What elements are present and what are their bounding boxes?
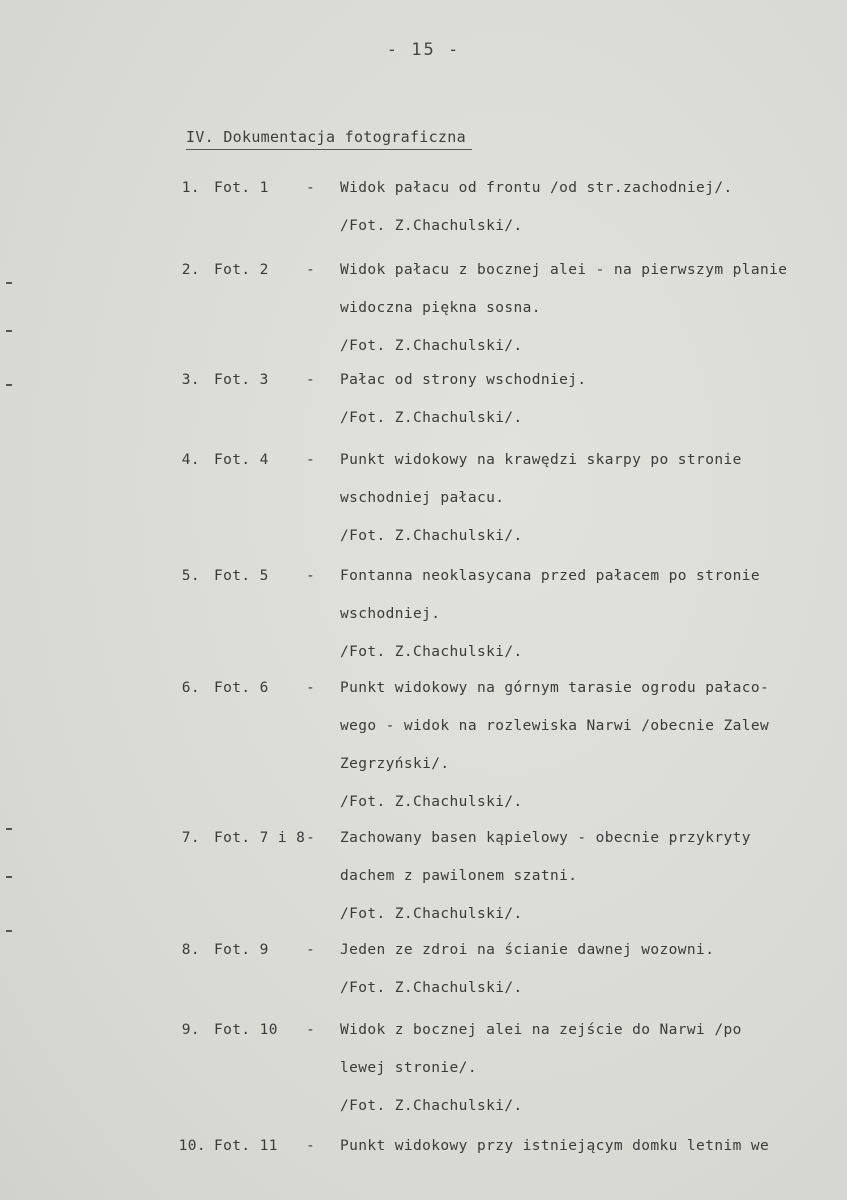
item-number: 1. bbox=[181, 180, 200, 196]
dash-separator: - bbox=[306, 1022, 316, 1038]
photo-reference: Fot. 1 bbox=[214, 180, 269, 196]
description-line: Zachowany basen kąpielowy - obecnie przykryty bbox=[340, 830, 751, 846]
margin-mark bbox=[6, 330, 12, 332]
description-line: wschodniej pałacu. bbox=[340, 490, 505, 506]
margin-mark bbox=[6, 828, 12, 830]
photo-reference: Fot. 9 bbox=[214, 942, 269, 958]
description-line: Widok z bocznej alei na zejście do Narwi /po bbox=[340, 1022, 742, 1038]
photo-reference: Fot. 5 bbox=[214, 568, 269, 584]
photo-reference: Fot. 2 bbox=[214, 262, 269, 278]
dash-separator: - bbox=[306, 1138, 316, 1154]
description-line: Widok pałacu z bocznej alei - na pierwszym planie bbox=[340, 262, 788, 278]
item-number: 6. bbox=[181, 680, 200, 696]
description-line: /Fot. Z.Chachulski/. bbox=[340, 1098, 523, 1114]
description-line: Widok pałacu od frontu /od str.zachodniej/. bbox=[340, 180, 733, 196]
item-number: 9. bbox=[181, 1022, 200, 1038]
description-line: widoczna piękna sosna. bbox=[340, 300, 541, 316]
photo-reference: Fot. 3 bbox=[214, 372, 269, 388]
item-number: 2. bbox=[181, 262, 200, 278]
margin-mark bbox=[6, 282, 12, 284]
description-line: dachem z pawilonem szatni. bbox=[340, 868, 578, 884]
description-line: Pałac od strony wschodniej. bbox=[340, 372, 587, 388]
description-line: /Fot. Z.Chachulski/. bbox=[340, 528, 523, 544]
dash-separator: - bbox=[306, 452, 316, 468]
description-line: Punkt widokowy na górnym tarasie ogrodu pałaco- bbox=[340, 680, 770, 696]
item-number: 8. bbox=[181, 942, 200, 958]
description-line: /Fot. Z.Chachulski/. bbox=[340, 794, 523, 810]
description-line: /Fot. Z.Chachulski/. bbox=[340, 980, 523, 996]
photo-reference: Fot. 6 bbox=[214, 680, 269, 696]
description-line: Zegrzyński/. bbox=[340, 756, 450, 772]
description-line: wego - widok na rozlewiska Narwi /obecnie Zalew bbox=[340, 718, 770, 734]
dash-separator: - bbox=[306, 680, 316, 696]
dash-separator: - bbox=[306, 262, 316, 278]
description-line: Jeden ze zdroi na ścianie dawnej wozowni. bbox=[340, 942, 715, 958]
description-line: Punkt widokowy na krawędzi skarpy po stronie bbox=[340, 452, 742, 468]
margin-mark bbox=[6, 876, 12, 878]
photo-reference: Fot. 11 bbox=[214, 1138, 278, 1154]
margin-mark bbox=[6, 930, 12, 932]
photo-reference: Fot. 10 bbox=[214, 1022, 278, 1038]
description-line: wschodniej. bbox=[340, 606, 441, 622]
description-line: /Fot. Z.Chachulski/. bbox=[340, 644, 523, 660]
description-line: lewej stronie/. bbox=[340, 1060, 477, 1076]
item-number: 10. bbox=[178, 1138, 206, 1154]
photo-reference: Fot. 7 i 8 bbox=[214, 830, 306, 846]
dash-separator: - bbox=[306, 180, 316, 196]
description-line: /Fot. Z.Chachulski/. bbox=[340, 410, 523, 426]
item-number: 7. bbox=[181, 830, 200, 846]
item-number: 3. bbox=[181, 372, 200, 388]
description-line: /Fot. Z.Chachulski/. bbox=[340, 906, 523, 922]
dash-separator: - bbox=[306, 830, 316, 846]
page-number: - 15 - bbox=[386, 40, 461, 60]
description-line: /Fot. Z.Chachulski/. bbox=[340, 338, 523, 354]
section-heading: IV. Dokumentacja fotograficzna bbox=[186, 128, 472, 150]
description-line: Fontanna neoklasycana przed pałacem po stronie bbox=[340, 568, 760, 584]
item-number: 4. bbox=[181, 452, 200, 468]
dash-separator: - bbox=[306, 568, 316, 584]
dash-separator: - bbox=[306, 372, 316, 388]
margin-mark bbox=[6, 384, 12, 386]
description-line: /Fot. Z.Chachulski/. bbox=[340, 218, 523, 234]
description-line: Punkt widokowy przy istniejącym domku letnim we bbox=[340, 1138, 770, 1154]
item-number: 5. bbox=[181, 568, 200, 584]
dash-separator: - bbox=[306, 942, 316, 958]
photo-reference: Fot. 4 bbox=[214, 452, 269, 468]
